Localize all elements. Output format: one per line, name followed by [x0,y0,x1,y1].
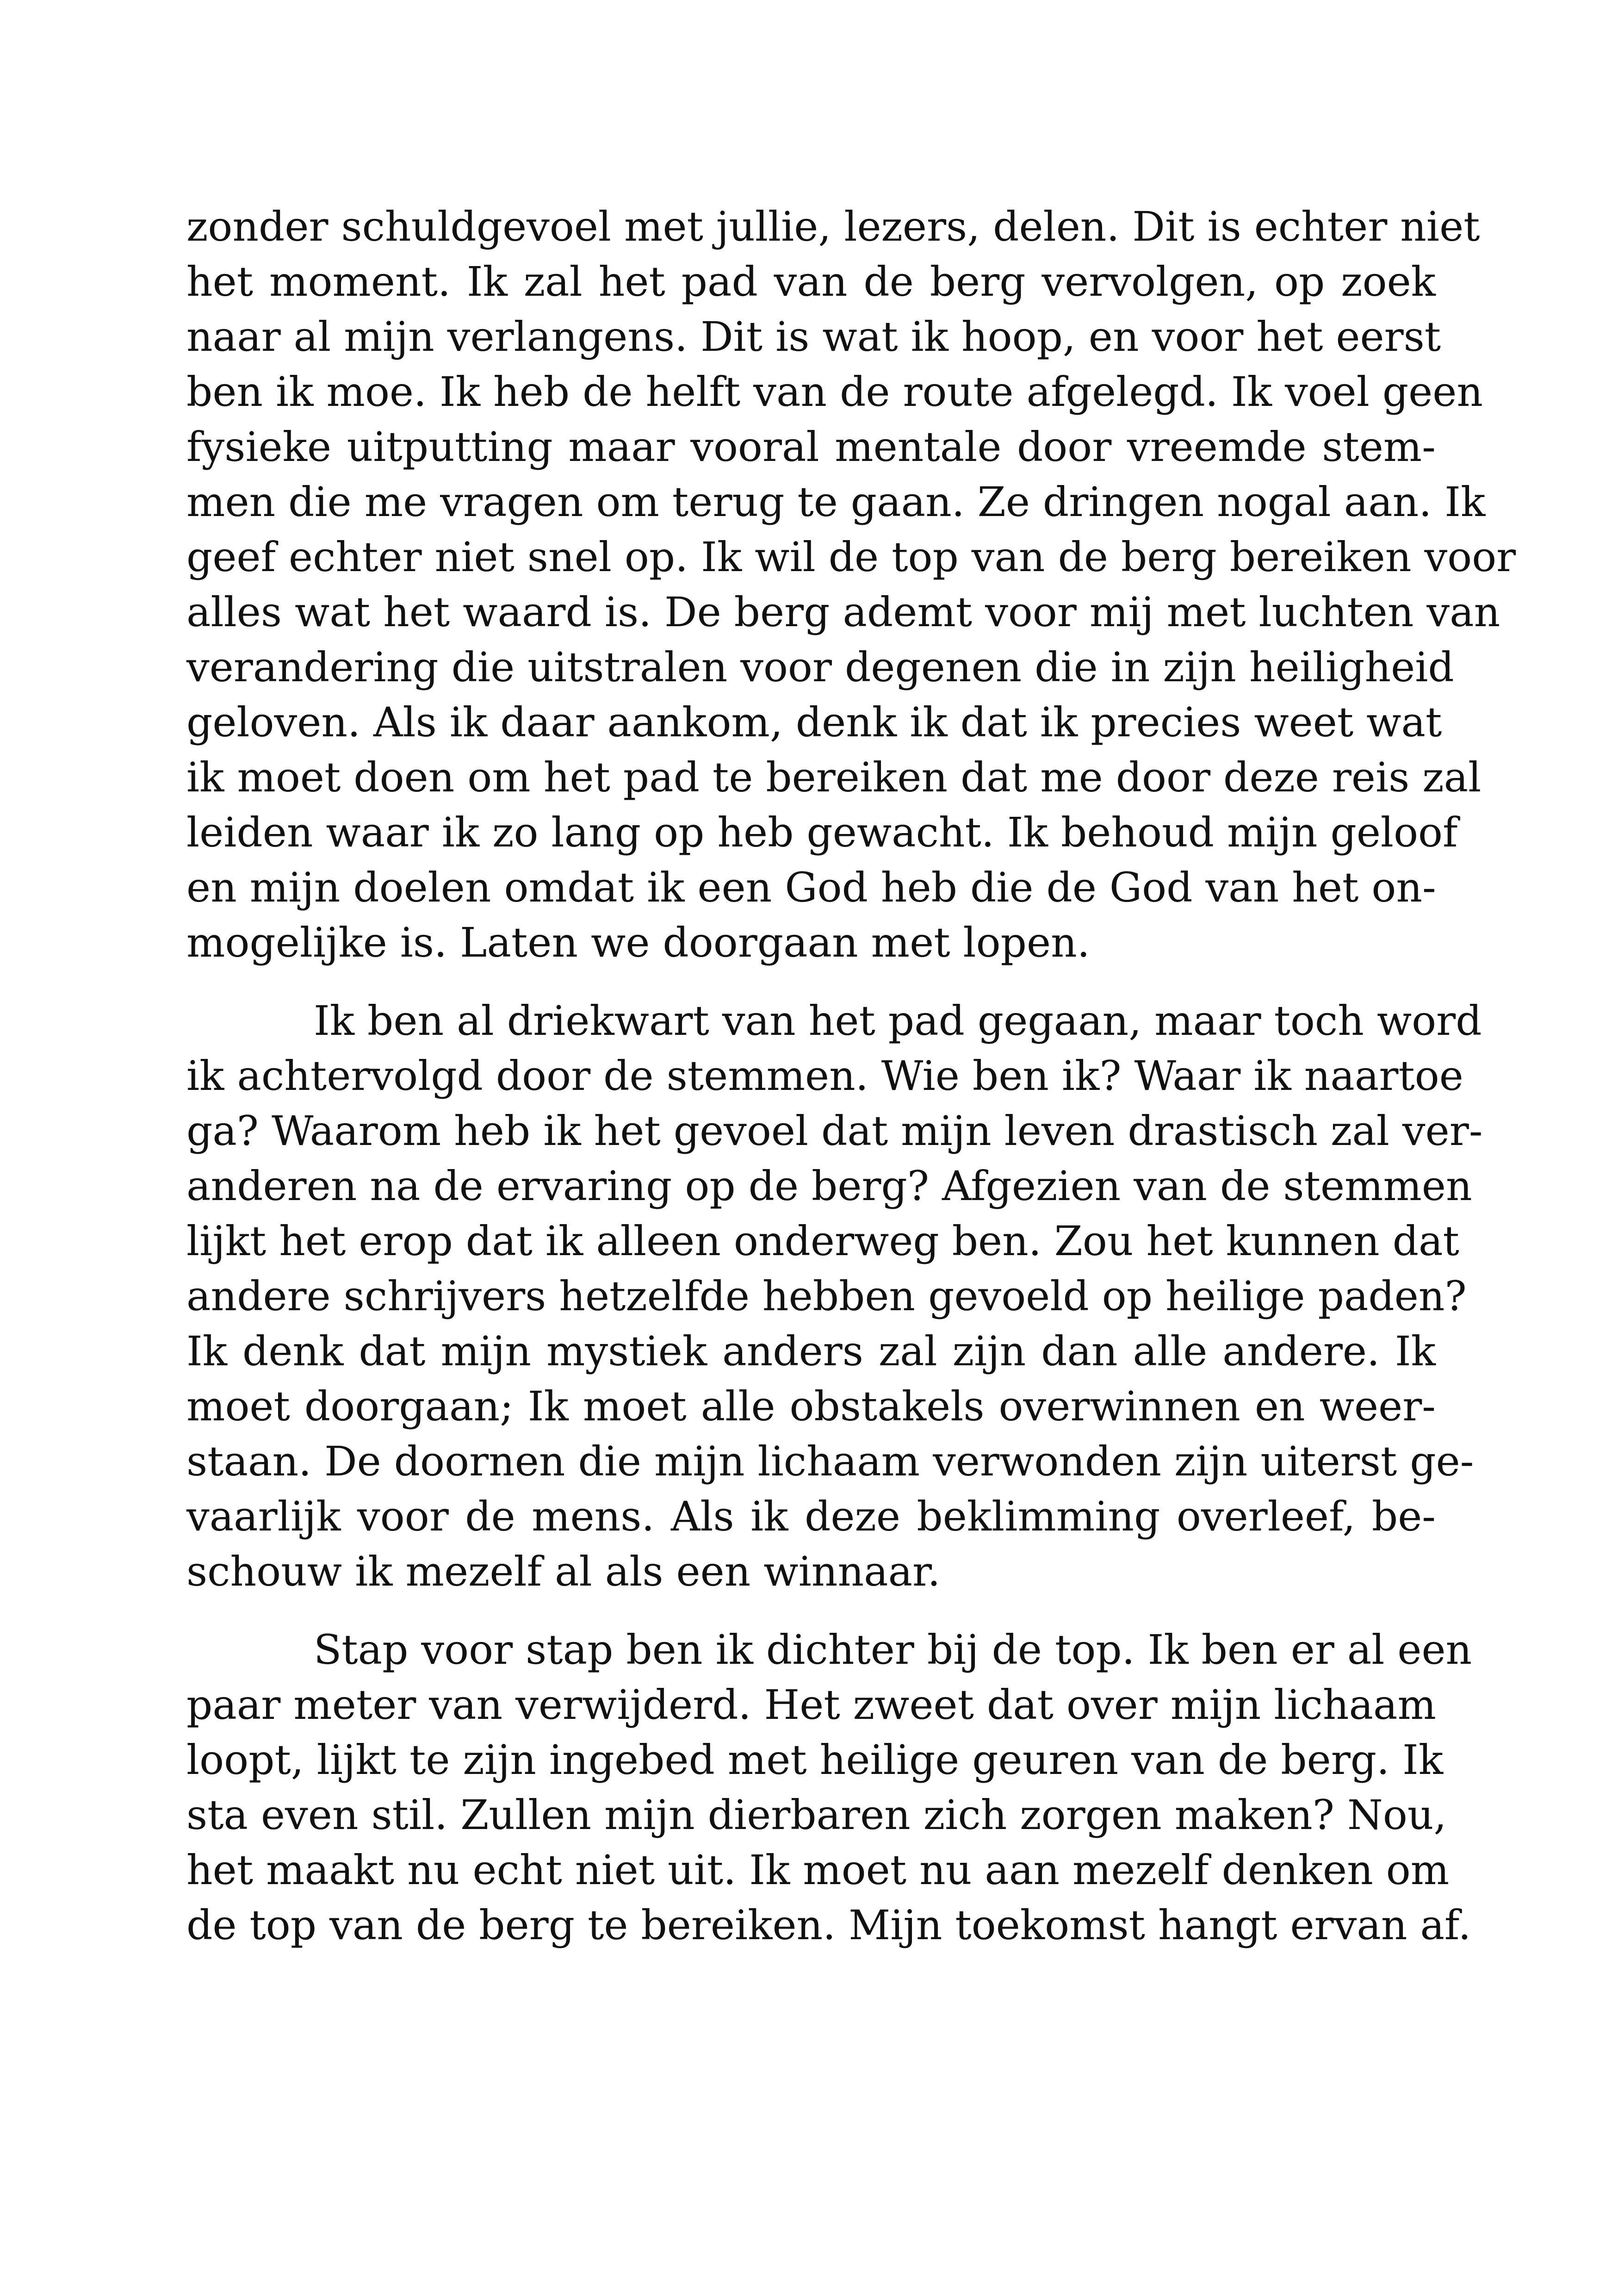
text-line: ik moet doen om het pad te bereiken dat me door deze reis zal [186,753,1482,801]
text-line: anderen na de ervaring op de berg? Afgezien van de stemmen [186,1162,1472,1210]
text-line: leiden waar ik zo lang op heb gewacht. Ik behoud mijn geloof [186,809,1458,856]
text-line: Ik denk dat mijn mystiek anders zal zijn dan alle andere. Ik [186,1327,1436,1375]
text-line: verandering die uitstralen voor degenen die in zijn heiligheid [186,643,1454,691]
text-line: geef echter niet snel op. Ik wil de top van de berg bereiken voor [186,533,1516,581]
text-line: Ik ben al driekwart van het pad gegaan, maar toch word [314,997,1482,1045]
text-line: geloven. Als ik daar aankom, denk ik dat ik precies weet wat [186,698,1442,746]
text-line: ik achtervolgd door de stemmen. Wie ben ik? Waar ik naartoe [186,1052,1463,1100]
text-line: het maakt nu echt niet uit. Ik moet nu aan mezelf denken om [186,1846,1450,1894]
text-line: vaarlijk voor de mens. Als ik deze beklimming overleef, be- [186,1493,1436,1540]
text-line: de top van de berg te bereiken. Mijn toekomst hangt ervan af. [186,1901,1471,1949]
text-line: ben ik moe. Ik heb de helft van de route afgelegd. Ik voel geen [186,368,1483,416]
text-line: mogelijke is. Laten we doorgaan met lopen. [186,919,1090,966]
text-line: moet doorgaan; Ik moet alle obstakels overwinnen en weer- [186,1382,1436,1430]
text-line: sta even stil. Zullen mijn dierbaren zich zorgen maken? Nou, [186,1791,1447,1839]
text-line: alles wat het waard is. De berg ademt voor mij met luchten van [186,588,1500,636]
text-line: lijkt het erop dat ik alleen onderweg ben. Zou het kunnen dat [186,1217,1459,1265]
text-line: ga? Waarom heb ik het gevoel dat mijn leven drastisch zal ver- [186,1107,1483,1155]
text-line: Stap voor stap ben ik dichter bij de top. Ik ben er al een [314,1626,1472,1674]
text-line: en mijn doelen omdat ik een God heb die de God van het on- [186,864,1436,911]
text-line: andere schrijvers hetzelfde hebben gevoeld op heilige paden? [186,1272,1467,1320]
paragraph [186,1622,1472,1953]
paragraph [186,199,1516,970]
text-line: loopt, lijkt te zijn ingebed met heilige geuren van de berg. Ik [186,1736,1444,1784]
paragraph [186,993,1483,1599]
text-line: paar meter van verwijderd. Het zweet dat over mijn lichaam [186,1681,1436,1729]
text-line: schouw ik mezelf al als een winnaar. [186,1548,941,1595]
text-line: naar al mijn verlangens. Dit is wat ik hoop, en voor het eerst [186,313,1441,361]
text-line: fysieke uitputting maar vooral mentale door vreemde stem- [186,423,1436,471]
text-line: het moment. Ik zal het pad van de berg vervolgen, op zoek [186,258,1436,305]
text-line: men die me vragen om terug te gaan. Ze dringen nogal aan. Ik [186,478,1486,526]
text-line: staan. De doornen die mijn lichaam verwonden zijn uiterst ge- [186,1437,1474,1485]
body-text [186,199,1516,1953]
text-line: zonder schuldgevoel met jullie, lezers, delen. Dit is echter niet [186,203,1480,250]
